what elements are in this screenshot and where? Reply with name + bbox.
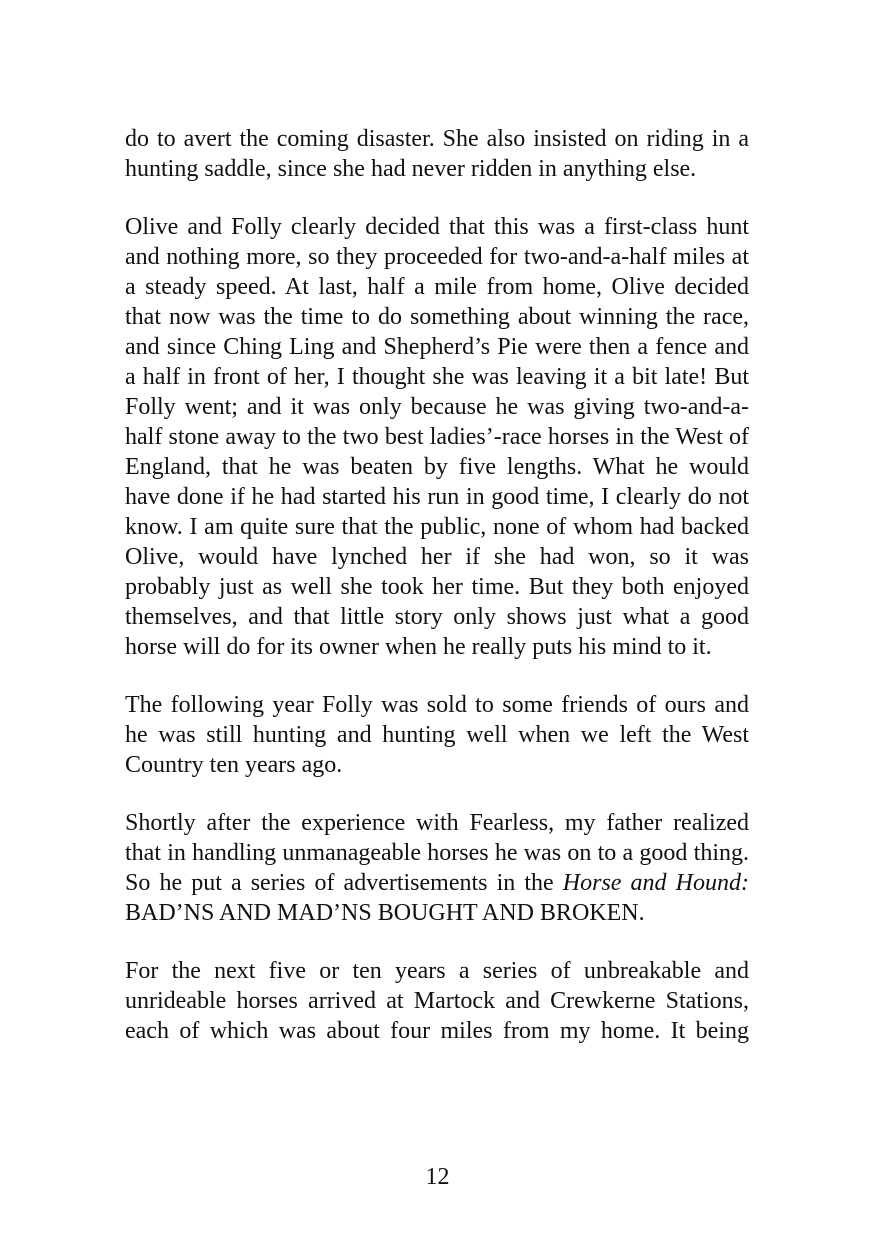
page-number: 12 xyxy=(425,1164,450,1190)
paragraph-4-text-before: Shortly after the experience with Fearless, my father realized that in handling unmanageable horses he was on to a good thing. So he put a series of advertisements in the xyxy=(125,810,749,896)
paragraph-4-text-after: BAD’NS AND MAD’NS BOUGHT AND BROKEN. xyxy=(125,900,645,926)
publication-title: Horse and Hound: xyxy=(562,870,749,896)
paragraph-2: Olive and Folly clearly decided that this was a first-class hunt and nothing more, so they proceeded for two-and-a-half miles at a steady speed. At last, half a mile from home, Olive decided that now was the time to do something about winning the race, and since Ching Ling and Shepherd’s Pie were then a fence and a half in front of her, I thought she was leaving it a bit late! But Folly went; and it was only because he was giving two-and-a-half stone away to the two best ladies’-race horses in the West of England, that he was beaten by five lengths. What he would have done if he had started his run in good time, I clearly do not know. I am quite sure that the public, none of whom had backed Olive, would have lynched her if she had won, so it was probably just as well she took her time. But they both enjoyed themselves, and that little story only shows just what a good horse will do for its owner when he really puts his mind to it. xyxy=(125,214,749,660)
paragraph-5: For the next five or ten years a series of unbreakable and unrideable horses arrived at Martock and Crewkerne Stations, each of which was about four miles from my home. It being xyxy=(125,958,749,1044)
paragraph-3: The following year Folly was sold to some friends of ours and he was still hunting and hunting well when we left the West Country ten years ago. xyxy=(125,692,749,778)
paragraph-4 xyxy=(125,808,749,928)
page-body xyxy=(125,124,749,1046)
paragraph-1: do to avert the coming disaster. She also insisted on riding in a hunting saddle, since she had never ridden in anything else. xyxy=(125,126,749,182)
